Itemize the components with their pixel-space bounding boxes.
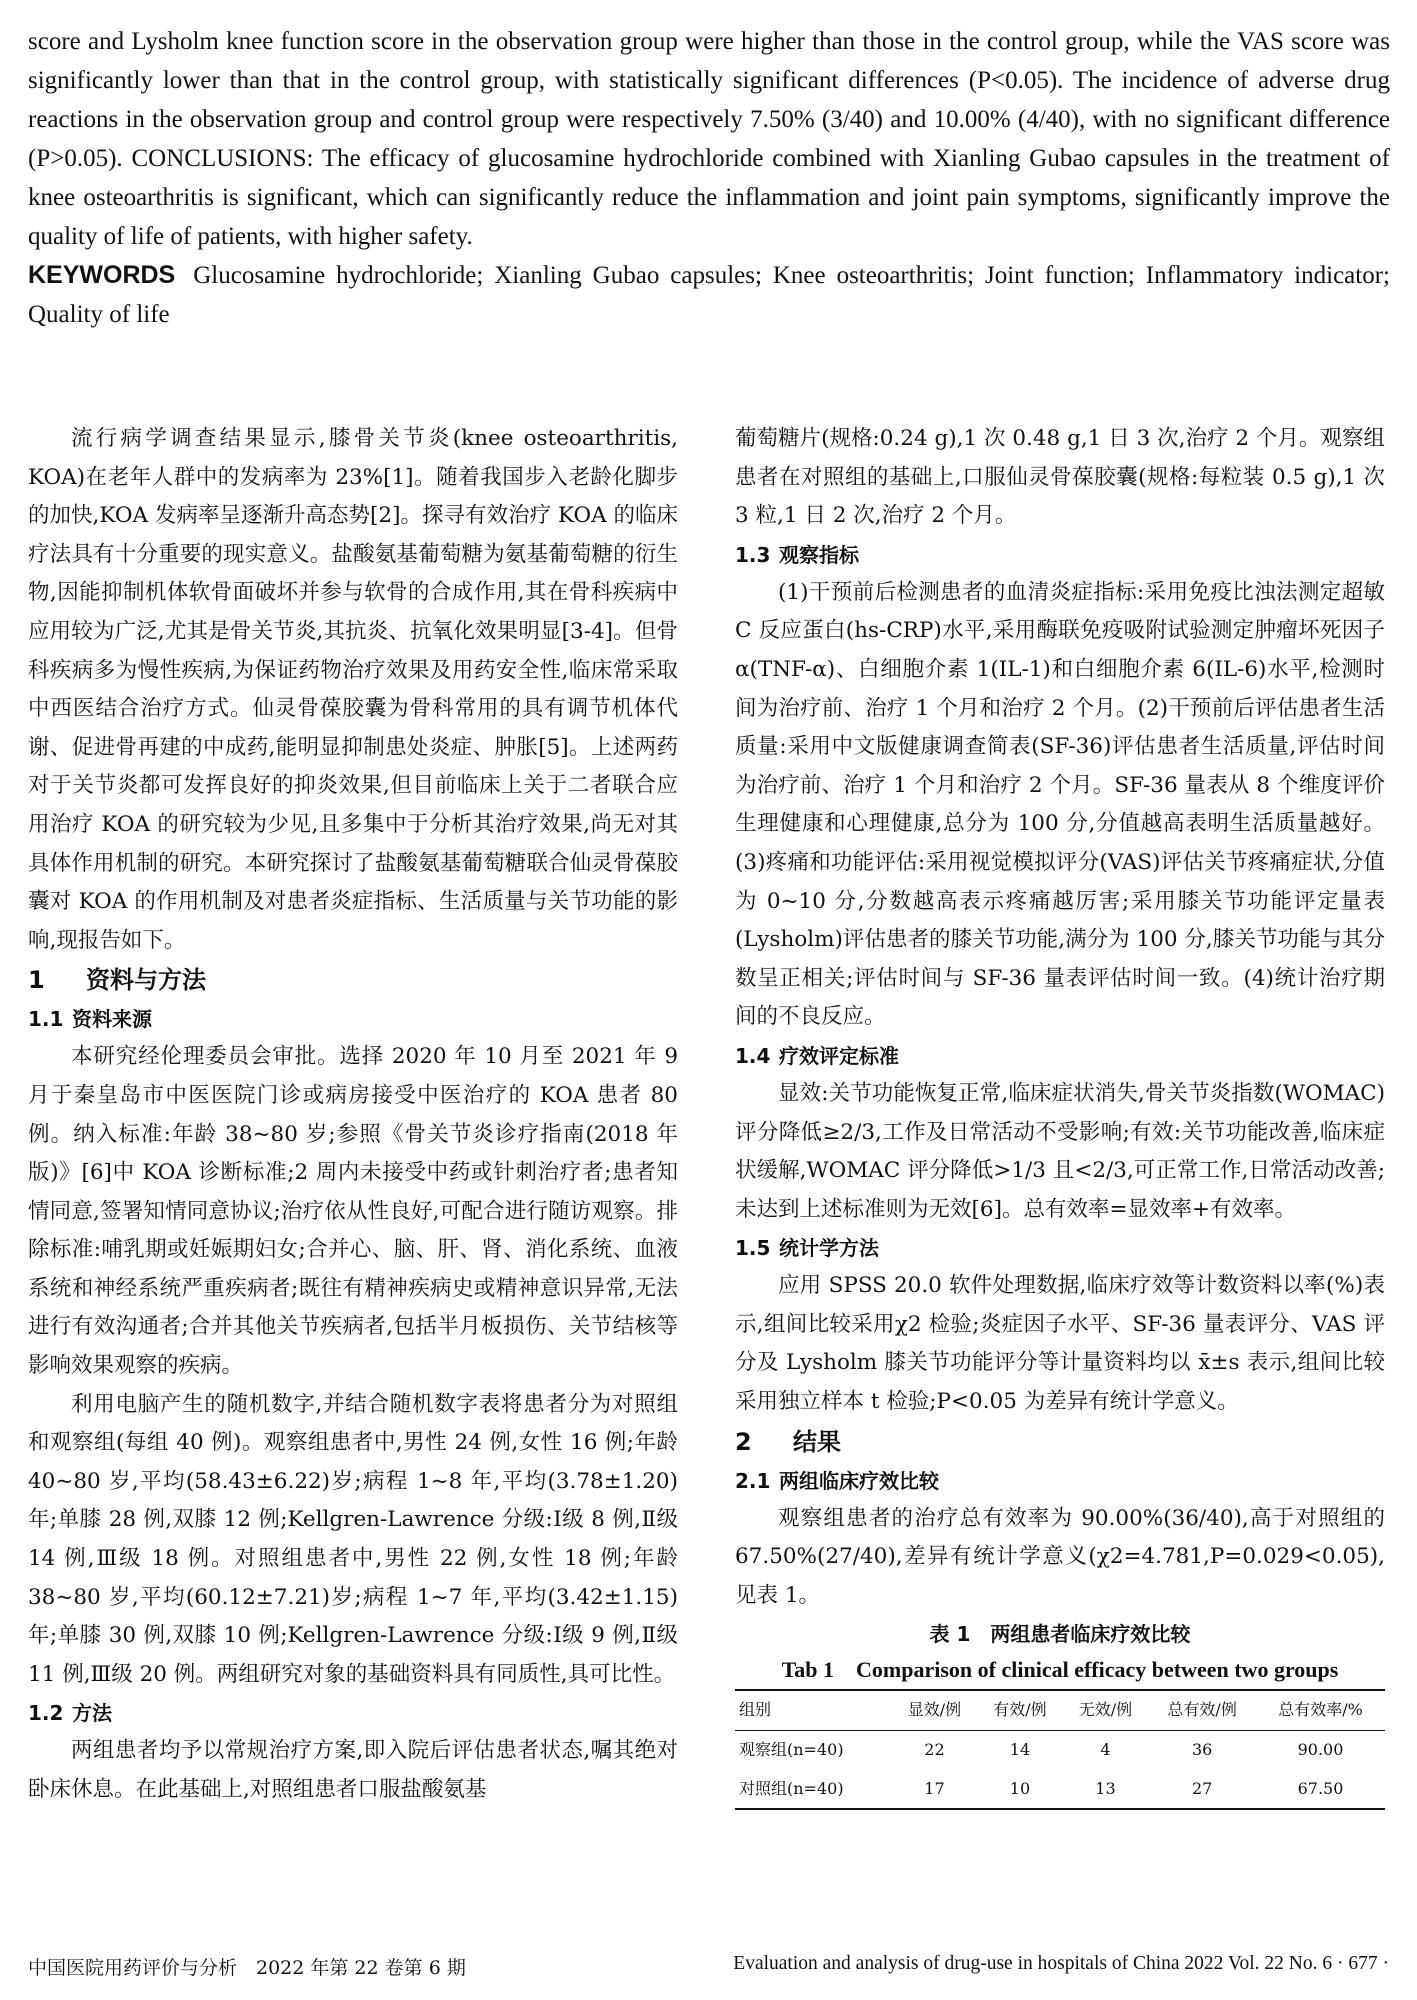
table-cell: 22 — [924, 1740, 945, 1760]
keywords-line — [28, 256, 1390, 334]
section-1-3-heading: 1.3 观察指标 — [735, 542, 859, 567]
abstract-paragraph: score and Lysholm knee function score in the observation group were higher than those in the control group, while the VAS score was significantly lower than that in the control group, with statistically significant differences (P<0.05). The incidence of adverse drug reactions in the observation group and control group were respectively 7.50% (3/40) and 10.00% (4/40), with no significant difference (P>0.05). CONCLUSIONS: The efficacy of glucosamine hydrochloride combined with Xianling Gubao capsules in the treatment of knee osteoarthritis is significant, which can significantly reduce the inflammation and joint pain symptoms, significantly improve the quality of life of patients, with higher safety. — [28, 28, 1390, 250]
table-cell: 14 — [1009, 1740, 1031, 1760]
result-paragraph: 观察组患者的治疗总有效率为 90.00%(36/40),高于对照组的 67.50%(27/40),差异有统计学意义(χ2=4.781,P=0.029<0.05),见表 1。 — [735, 1505, 1385, 1608]
table-cell: 36 — [1191, 1740, 1213, 1760]
table-cell: 27 — [1191, 1778, 1213, 1798]
efficacy-table — [735, 1689, 1385, 1810]
table-header-cell: 总有效率/% — [1278, 1700, 1363, 1720]
keywords-label: KEYWORDS — [28, 261, 176, 289]
keywords-text: Glucosamine hydrochloride; Xianling Gubao capsules; Knee osteoarthritis; Joint function; Inflammatory indicator; Quality of life — [28, 262, 1390, 328]
table-cell: 观察组(n=40) — [739, 1740, 844, 1760]
section-1-2-heading: 1.2 方法 — [28, 1701, 112, 1726]
left-column — [28, 420, 678, 1810]
stats-paragraph: 应用 SPSS 20.0 软件处理数据,临床疗效等计数资料以率(%)表示,组间比较采用χ2 检验;炎症因子水平、SF-36 量表评分、VAS 评分及 Lysholm 膝关节功能评分等计量资料均以 x̄±s 表示,组间比较采用独立样本 t 检验;P<0.05 为差异有统计学意义。 — [735, 1273, 1385, 1415]
criteria-paragraph: 显效:关节功能恢复正常,临床症状消失,骨关节炎指数(WOMAC)评分降低≥2/3,工作及日常活动不受影响;有效:关节功能改善,临床症状缓解,WOMAC 评分降低>1/3 且<2/3,可正常工作,日常活动改善;未达到上述标准则为无效[6]。总有效率=显效率+有效率。 — [735, 1080, 1385, 1222]
table-header-row — [735, 1690, 1385, 1730]
table-title-cn: 表 1 两组患者临床疗效比较 — [929, 1622, 1191, 1647]
section-1-1-heading: 1.1 资料来源 — [28, 1007, 152, 1032]
table-header-cell: 总有效/例 — [1167, 1700, 1237, 1720]
source-paragraph: 本研究经伦理委员会审批。选择 2020 年 10 月至 2021 年 9 月于秦皇岛市中医医院门诊或病房接受中医治疗的 KOA 患者 80 例。纳入标准:年龄 38~80 岁;参照《骨关节炎诊疗指南(2018 年版)》[6]中 KOA 诊断标准;2 周内未接受中药或针刺治疗者;患者知情同意,签署知情同意协议;治疗依从性良好,可配合进行随访观察。排除标准:哺乳期或妊娠期妇女;合并心、脑、肝、肾、消化系统、血液系统和神经系统严重疾病者;既往有精神疾病史或精神意识异常,无法进行有效沟通者;合并其他关节疾病者,包括半月板损伤、关节结核等影响效果观察的疾病。 — [28, 1044, 678, 1379]
table-cell: 67.50 — [1297, 1778, 1344, 1798]
table-row — [735, 1731, 1385, 1770]
table-header-cell: 组别 — [739, 1700, 772, 1720]
table-header-cell: 显效/例 — [907, 1700, 962, 1720]
indicators-paragraph: (1)干预前后检测患者的血清炎症指标:采用免疫比浊法测定超敏 C 反应蛋白(hs-CRP)水平,采用酶联免疫吸附试验测定肿瘤坏死因子 α(TNF-α)、白细胞介素 1(IL-1)和白细胞介素 6(IL-6)水平,检测时间为治疗前、治疗 1 个月和治疗 2 个月。(2)干预前后评估患者生活质量:采用中文版健康调查简表(SF-36)评估患者生活质量,评估时间为治疗前、治疗 1 个月和治疗 2 个月。SF-36 量表从 8 个维度评价生理健康和心理健康,总分为 100 分,分值越高表明生活质量越好。(3)疼痛和功能评估:采用视觉模拟评分(VAS)评估关节疼痛症状,分值为 0~10 分,分数越高表示疼痛越厉害;采用膝关节功能评定量表(Lysholm)评估患者的膝关节功能,满分为 100 分,膝关节功能与其分数呈正相关;评估时间与 SF-36 量表评估时间一致。(4)统计治疗期间的不良反应。 — [735, 579, 1385, 1030]
section-1-4-heading: 1.4 疗效评定标准 — [735, 1043, 899, 1068]
intro-paragraph: 流行病学调查结果显示,膝骨关节炎(knee osteoarthritis, KOA)在老年人群中的发病率为 23%[1]。随着我国步入老龄化脚步的加快,KOA 发病率呈逐渐升高态势[2]。探寻有效治疗 KOA 的临床疗法具有十分重要的现实意义。盐酸氨基葡萄糖为氨基葡萄糖的衍生物,因能抑制机体软骨面破坏并参与软骨的合成作用,其在骨科疾病中应用较为广泛,尤其是骨关节炎,其抗炎、抗氧化效果明显[3-4]。但骨科疾病多为慢性疾病,为保证药物治疗效果及用药安全性,临床常采取中西医结合治疗方式。仙灵骨葆胶囊为骨科常用的具有调节机体代谢、促进骨再建的中成药,能明显抑制患处炎症、肿胀[5]。上述两药对于关节炎都可发挥良好的抑炎效果,但目前临床上关于二者联合应用治疗 KOA 的研究较为少见,且多集中于分析其治疗效果,尚无对其具体作用机制的研究。本研究探讨了盐酸氨基葡萄糖联合仙灵骨葆胶囊对 KOA 的作用机制及对患者炎症指标、生活质量与关节功能的影响,现报告如下。 — [28, 426, 678, 953]
section-1-5-heading: 1.5 统计学方法 — [735, 1236, 879, 1261]
table-cell: 对照组(n=40) — [739, 1778, 844, 1798]
english-abstract — [28, 22, 1390, 334]
section-2-1-heading: 2.1 两组临床疗效比较 — [735, 1468, 939, 1493]
table-row — [735, 1770, 1385, 1810]
table-header-cell: 无效/例 — [1078, 1700, 1133, 1720]
table-cell: 13 — [1095, 1778, 1116, 1798]
footer-journal-en: Evaluation and analysis of drug-use in hospitals of China 2022 Vol. 22 No. 6 · 677 · — [733, 1953, 1389, 1974]
table-header-cell: 有效/例 — [993, 1700, 1047, 1720]
table-cell: 17 — [924, 1778, 945, 1798]
groups-paragraph: 利用电脑产生的随机数字,并结合随机数字表将患者分为对照组和观察组(每组 40 例)。观察组患者中,男性 24 例,女性 16 例;年龄 40~80 岁,平均(58.43±6.22)岁;病程 1~8 年,平均(3.78±1.20)年;单膝 28 例,双膝 12 例;Kellgren-Lawrence 分级:Ⅰ级 8 例,Ⅱ级 14 例,Ⅲ级 18 例。对照组患者中,男性 22 例,女性 18 例;年龄 38~80 岁,平均(60.12±7.21)岁;病程 1~7 年,平均(3.42±1.15)年;单膝 30 例,双膝 10 例;Kellgren-Lawrence 分级:Ⅰ级 9 例,Ⅱ级 11 例,Ⅲ级 20 例。两组研究对象的基础资料具有同质性,具可比性。 — [28, 1391, 678, 1687]
table-title-en: Tab 1 Comparison of clinical efficacy between two groups — [781, 1657, 1339, 1683]
section-2-heading: 2 结果 — [735, 1427, 841, 1456]
table-cell: 4 — [1100, 1740, 1111, 1760]
footer-journal-cn: 中国医院用药评价与分析 2022 年第 22 卷第 6 期 — [28, 1957, 466, 1979]
method-paragraph: 两组患者均予以常规治疗方案,即入院后评估患者状态,嘱其绝对卧床休息。在此基础上,对照组患者口服盐酸氨基 — [28, 1738, 678, 1802]
table-cell: 10 — [1009, 1778, 1031, 1798]
method-continued-paragraph: 葡萄糖片(规格:0.24 g),1 次 0.48 g,1 日 3 次,治疗 2 个月。观察组患者在对照组的基础上,口服仙灵骨葆胶囊(规格:每粒装 0.5 g),1 次 3 粒,1 日 2 次,治疗 2 个月。 — [735, 426, 1385, 529]
section-1-heading: 1 资料与方法 — [28, 966, 206, 995]
table-cell: 90.00 — [1297, 1740, 1344, 1760]
right-column — [735, 420, 1385, 1810]
